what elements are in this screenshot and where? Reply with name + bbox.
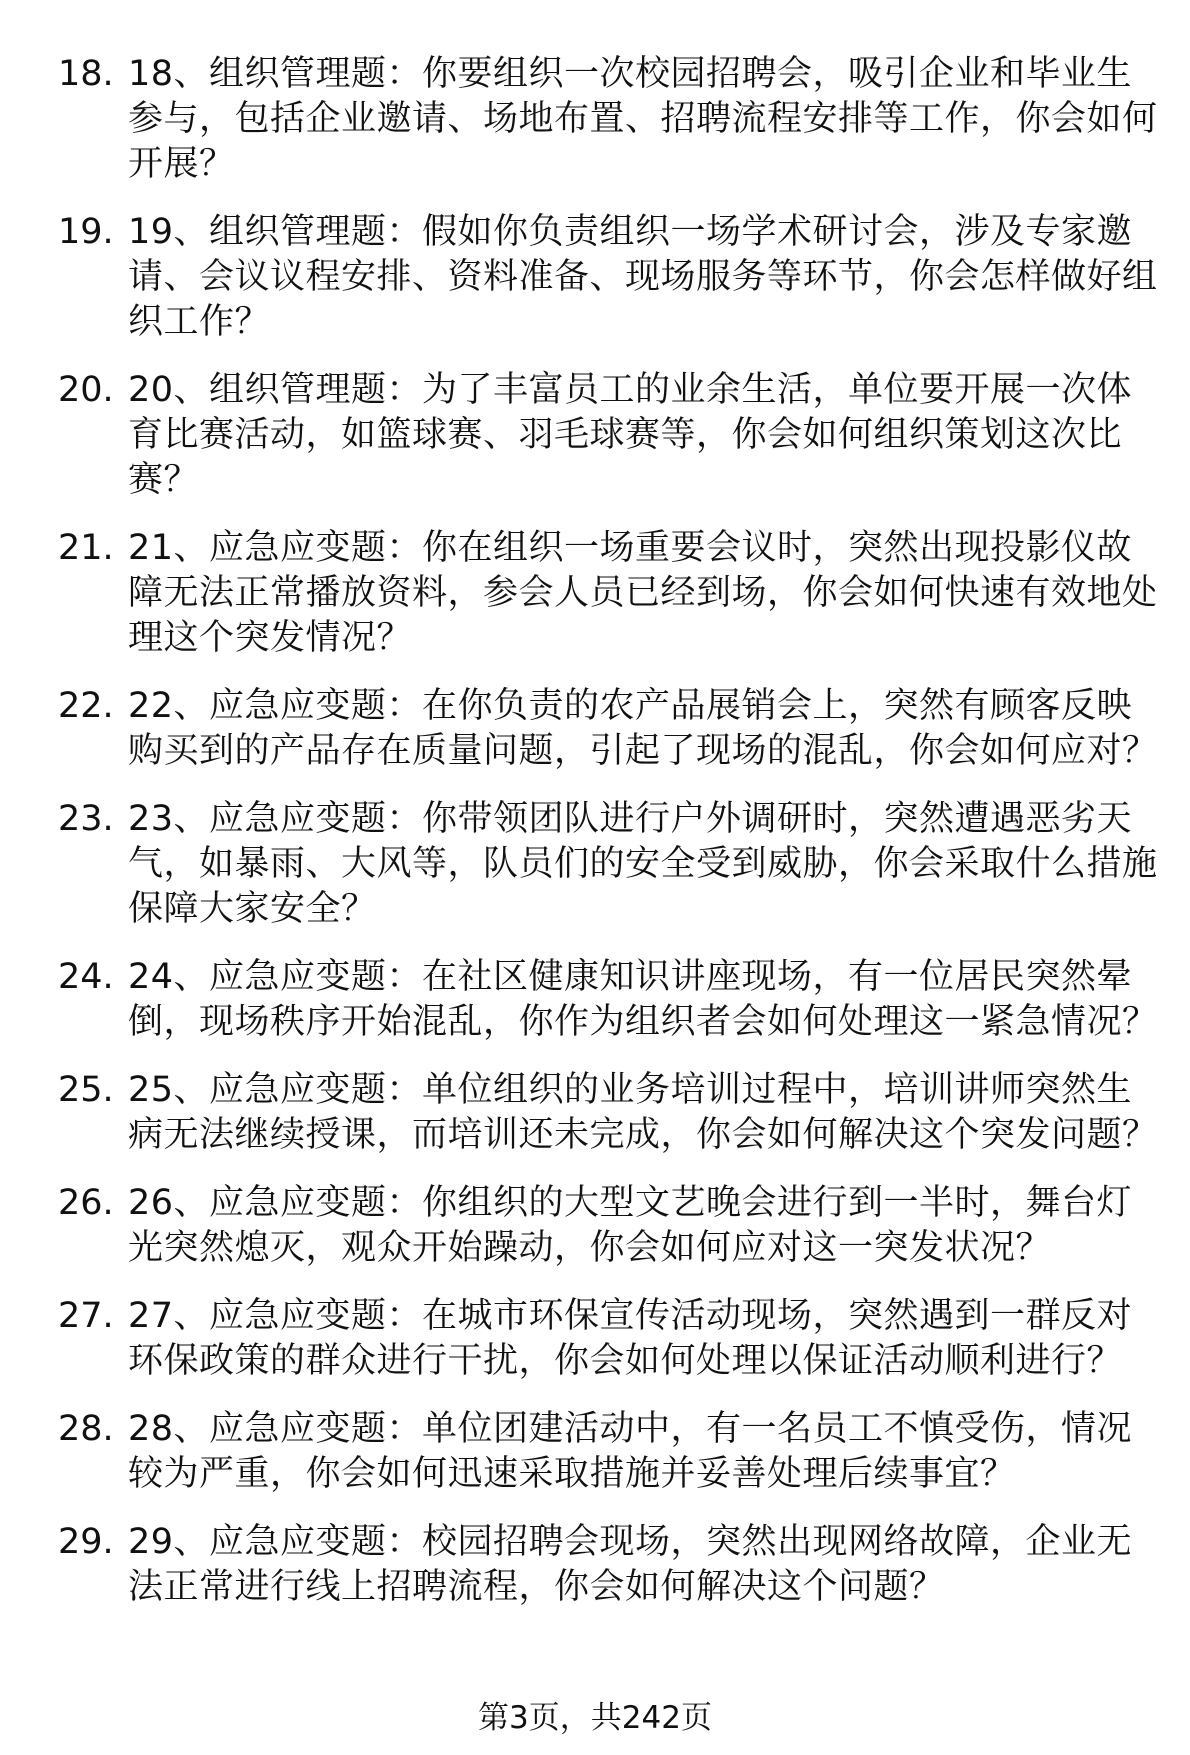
item-number: 25. bbox=[58, 1070, 114, 1110]
item-number: 20. bbox=[58, 370, 114, 410]
list-item bbox=[58, 797, 1160, 932]
item-number: 29. bbox=[58, 1522, 114, 1562]
list-item bbox=[58, 526, 1160, 661]
item-number: 19. bbox=[58, 212, 114, 252]
question-list bbox=[58, 52, 1160, 1610]
item-number: 18. bbox=[58, 54, 114, 94]
list-item bbox=[58, 1181, 1160, 1271]
list-item bbox=[58, 368, 1160, 503]
list-item bbox=[58, 1520, 1160, 1610]
list-item bbox=[58, 955, 1160, 1045]
item-number: 21. bbox=[58, 528, 114, 568]
list-item bbox=[58, 684, 1160, 774]
item-number: 26. bbox=[58, 1183, 114, 1223]
page-footer: 第3页，共242页 bbox=[478, 1700, 712, 1736]
question-text: 19、组织管理题：假如你负责组织一场学术研讨会，涉及专家邀请、会议议程安排、资料准备、现场服务等环节，你会怎样做好组织工作？ bbox=[128, 212, 1158, 342]
question-text: 22、应急应变题：在你负责的农产品展销会上，突然有顾客反映购买到的产品存在质量问题，引起了现场的混乱，你会如何应对？ bbox=[128, 686, 1158, 771]
question-text: 25、应急应变题：单位组织的业务培训过程中，培训讲师突然生病无法继续授课，而培训还未完成，你会如何解决这个突发问题？ bbox=[128, 1070, 1158, 1155]
list-item bbox=[58, 1068, 1160, 1158]
document-body bbox=[58, 52, 1160, 1633]
question-text: 27、应急应变题：在城市环保宣传活动现场，突然遇到一群反对环保政策的群众进行干扰，你会如何处理以保证活动顺利进行？ bbox=[128, 1296, 1133, 1381]
question-text: 18、组织管理题：你要组织一次校园招聘会，吸引企业和毕业生参与，包括企业邀请、场地布置、招聘流程安排等工作，你会如何开展？ bbox=[128, 54, 1158, 184]
item-number: 27. bbox=[58, 1296, 114, 1336]
item-number: 28. bbox=[58, 1409, 114, 1449]
item-number: 24. bbox=[58, 957, 114, 997]
item-number: 22. bbox=[58, 686, 114, 726]
question-text: 21、应急应变题：你在组织一场重要会议时，突然出现投影仪故障无法正常播放资料，参会人员已经到场，你会如何快速有效地处理这个突发情况？ bbox=[128, 528, 1158, 658]
question-text: 20、组织管理题：为了丰富员工的业余生活，单位要开展一次体育比赛活动，如篮球赛、羽毛球赛等，你会如何组织策划这次比赛？ bbox=[128, 370, 1133, 500]
question-text: 23、应急应变题：你带领团队进行户外调研时，突然遭遇恶劣天气，如暴雨、大风等，队员们的安全受到威胁，你会采取什么措施保障大家安全？ bbox=[128, 799, 1158, 929]
question-text: 24、应急应变题：在社区健康知识讲座现场，有一位居民突然晕倒，现场秩序开始混乱，你作为组织者会如何处理这一紧急情况？ bbox=[128, 957, 1158, 1042]
list-item bbox=[58, 1294, 1160, 1384]
list-item bbox=[58, 1407, 1160, 1497]
question-text: 28、应急应变题：单位团建活动中，有一名员工不慎受伤，情况较为严重，你会如何迅速采取措施并妥善处理后续事宜？ bbox=[128, 1409, 1133, 1494]
item-number: 23. bbox=[58, 799, 114, 839]
question-text: 29、应急应变题：校园招聘会现场，突然出现网络故障，企业无法正常进行线上招聘流程，你会如何解决这个问题？ bbox=[128, 1522, 1133, 1607]
list-item bbox=[58, 52, 1160, 187]
list-item bbox=[58, 210, 1160, 345]
question-text: 26、应急应变题：你组织的大型文艺晚会进行到一半时，舞台灯光突然熄灭，观众开始躁动，你会如何应对这一突发状况？ bbox=[128, 1183, 1133, 1268]
